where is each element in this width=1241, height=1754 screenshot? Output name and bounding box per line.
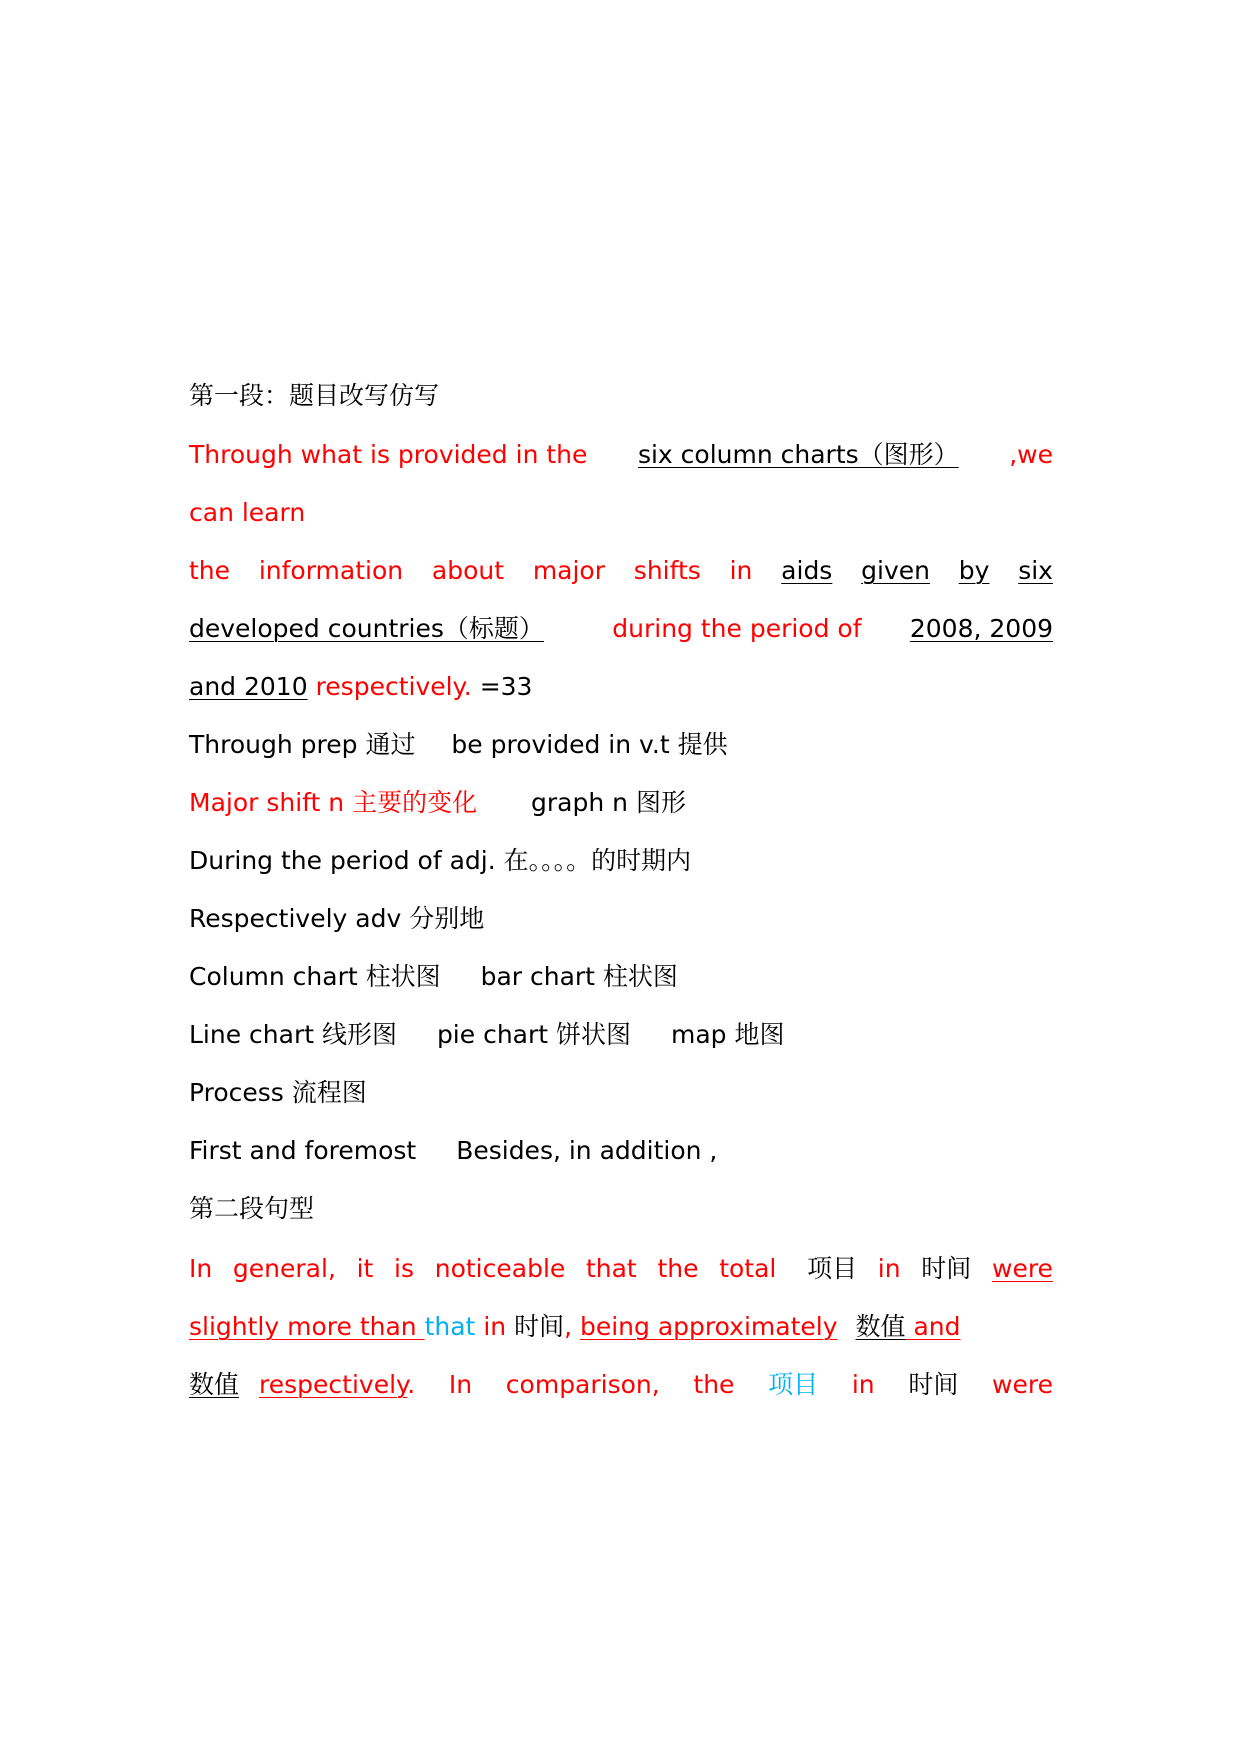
- vocab-process: Process 流程图: [189, 1078, 367, 1107]
- word-count: =33: [479, 672, 533, 701]
- vocab-besides: Besides, in addition ,: [456, 1136, 718, 1165]
- text-underlined: six column charts（图形）: [637, 440, 959, 469]
- vocab-respectively: Respectively adv 分别地: [189, 904, 485, 933]
- placeholder-time: 时间: [514, 1312, 565, 1341]
- word: the: [189, 556, 231, 585]
- word: were: [992, 1370, 1053, 1399]
- vocab-bar-chart: bar chart 柱状图: [480, 962, 678, 991]
- sentence-1-line-1: [189, 437, 1053, 473]
- vocab-line-6: [189, 1017, 784, 1053]
- text-red: ,: [564, 1312, 580, 1341]
- vocab-line-chart: Line chart 线形图: [189, 1020, 397, 1049]
- sentence-2-line-1: [189, 1251, 1053, 1287]
- word: In: [448, 1370, 473, 1399]
- sentence-2-line-2: [189, 1309, 961, 1345]
- word-underlined: by: [958, 556, 990, 585]
- vocab-map: map 地图: [670, 1020, 785, 1049]
- word: noticeable: [434, 1254, 566, 1283]
- vocab-first: First and foremost: [189, 1136, 417, 1165]
- placeholder-time: 时间: [921, 1254, 972, 1283]
- word: it: [356, 1254, 374, 1283]
- word: the: [693, 1370, 735, 1399]
- sentence-2-line-3: [189, 1367, 1053, 1403]
- word: in: [877, 1254, 901, 1283]
- word-underlined: were: [992, 1254, 1053, 1283]
- word-underlined: six: [1018, 556, 1053, 585]
- word: comparison,: [505, 1370, 660, 1399]
- text-underlined: and: [905, 1312, 961, 1341]
- vocab-line-1: [189, 727, 728, 763]
- word-underlined: respectively: [259, 1370, 408, 1399]
- text-red: during the period of: [612, 614, 862, 643]
- word: information: [258, 556, 404, 585]
- vocab-line-8: [189, 1133, 717, 1169]
- placeholder-value: 数值: [855, 1312, 906, 1341]
- word: total: [719, 1254, 777, 1283]
- sentence-1-line-5: [189, 669, 532, 705]
- word: in: [851, 1370, 875, 1399]
- word-underlined: given: [861, 556, 930, 585]
- text-red: .: [407, 1370, 416, 1399]
- text-red: ,we: [1009, 440, 1053, 469]
- vocab-column-chart: Column chart 柱状图: [189, 962, 441, 991]
- word-underlined: aids: [781, 556, 833, 585]
- vocab-line-2: [189, 785, 686, 821]
- sentence-1-line-4: [189, 611, 1053, 647]
- placeholder-item: 项目: [807, 1254, 858, 1283]
- placeholder-item: 项目: [768, 1370, 819, 1399]
- vocab-provided: be provided in v.t 提供: [451, 730, 728, 759]
- text-red: Through what is provided in the: [189, 440, 588, 469]
- paragraph-2-heading: 第二段句型: [189, 1194, 315, 1223]
- text-underlined: and 2010: [189, 672, 308, 701]
- text-underlined: developed countries（标题）: [189, 614, 544, 643]
- word: shifts: [633, 556, 701, 585]
- placeholder-time: 时间: [908, 1370, 959, 1399]
- text-underlined: slightly more than: [189, 1312, 425, 1341]
- word: the: [657, 1254, 699, 1283]
- vocab-graph: graph n 图形: [531, 788, 686, 817]
- vocab-during: During the period of adj. 在。。。。的时期内: [189, 846, 692, 875]
- word: general,: [232, 1254, 336, 1283]
- vocab-pie-chart: pie chart 饼状图: [436, 1020, 632, 1049]
- sentence-1-line-2: can learn: [189, 498, 306, 527]
- word: In: [189, 1254, 213, 1283]
- word: is: [394, 1254, 415, 1283]
- value-group: [189, 1367, 415, 1403]
- paragraph-1-heading: 第一段：题目改写仿写: [189, 381, 440, 410]
- vocab-line-5: [189, 959, 678, 995]
- vocab-major-shift: Major shift n 主要的变化: [189, 788, 478, 817]
- text-red: respectively.: [315, 672, 472, 701]
- word: in: [729, 556, 753, 585]
- word: that: [585, 1254, 637, 1283]
- sentence-1-line-3: [189, 553, 1053, 589]
- text-red: in: [475, 1312, 515, 1341]
- word: about: [431, 556, 505, 585]
- text-underlined: 2008, 2009: [909, 614, 1053, 643]
- vocab-through: Through prep 通过: [189, 730, 416, 759]
- placeholder-value: 数值: [189, 1370, 240, 1399]
- word: major: [532, 556, 606, 585]
- text-underlined: being approximately: [579, 1312, 838, 1341]
- text-blue: that: [424, 1312, 476, 1341]
